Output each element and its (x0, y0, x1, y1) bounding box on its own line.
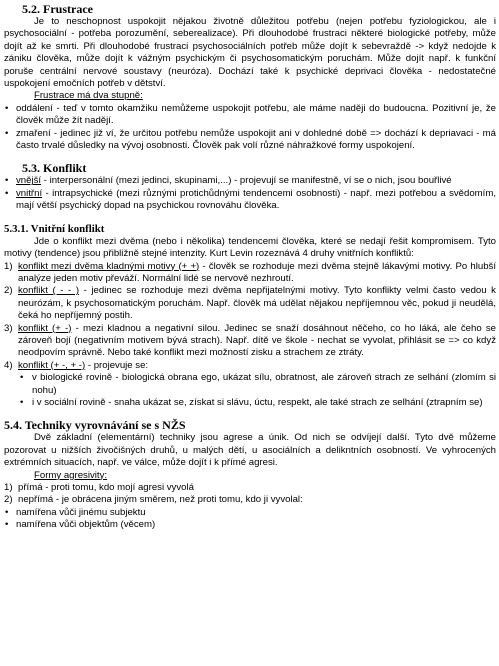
list-item (4, 360, 496, 372)
term: konflikt (+ -, + -) (18, 359, 86, 371)
list-item (4, 494, 496, 506)
section-frustrace (4, 2, 496, 152)
list-item (4, 188, 496, 213)
term: konflikt ( - - ) (18, 285, 80, 297)
list-item: • i v sociální rovině - snaha ukázat se, získat si slávu, úctu, respekt, ale také strach ze selhání (ztrapním se) (4, 397, 496, 409)
term: konflikt (+ -) (18, 322, 72, 334)
list-item: • namířena vůči objektům (věcem) (4, 519, 496, 531)
bullet-list (4, 103, 496, 153)
list-item (4, 323, 496, 360)
term: konflikt mezi dvěma kladnými motivy (+ +) (18, 260, 200, 272)
bullet-list (4, 507, 496, 532)
subheading (4, 470, 496, 482)
item-number: 2) (4, 285, 13, 297)
term-text: - intrapsychické (mezi různými protichůdnými tendencemi osobnosti) - např. mezi potřebou a svědomím, mají větší psychický dopad na psychickou rovnováhu člověka. (16, 187, 496, 212)
list-item (4, 285, 496, 322)
list-item: • v biologické rovině - biologická obrana ego, ukázat sílu, obratnost, ale zároveň strach ze selhání (zlomím si nohu) (4, 372, 496, 397)
term: vnitřní (16, 187, 43, 199)
section-konflikt (4, 161, 496, 212)
list-item (4, 482, 496, 494)
bullet-list (4, 175, 496, 212)
section-techniky (4, 418, 496, 531)
subheading (4, 90, 496, 102)
sub-bullet-list (4, 372, 496, 409)
section-title: 5.3. Konflikt (22, 161, 87, 176)
term-text: - interpersonální (mezi jedinci, skupinami,...) - projevují se manifestně, ví se o nich, jsou bouřlivé (41, 175, 452, 187)
section-title: 5.2. Frustrace (22, 2, 93, 16)
term: vnější (16, 175, 42, 187)
item-number: 1) (4, 482, 13, 493)
item-number: 1) (4, 260, 13, 272)
stages-heading: Frustrace má dva stupně: (34, 90, 143, 102)
list-item: • oddálení - teď v tomto okamžiku nemůžeme uspokojit potřebu, ale máme naději do budoucna. Pozitivní je, že člověk může žít nadějí. (4, 103, 496, 128)
forms-heading: Formy agresivity: (34, 469, 108, 481)
list-item (4, 175, 496, 187)
numbered-list (4, 261, 496, 373)
item-number: 2) (4, 494, 13, 506)
paragraph: Je to neschopnost uspokojit nějakou životně důležitou potřebu (nejen potřebu fyziologickou, ale i psychosociální - potřeba porozumění, seberealizace). Při dlouhodobé frustraci některé biologické potřeby, může dojít až ke smrti. Při dlouhodobé frustraci psychosociálních potřeb může dojít k sebevraždě -> když nedojde k zániku člověka, může dojít k vážným psychickým či psychosomatickým poruchám. Může dojít např. k funkční poruše centrální nervové soustavy (neuróza). Dochází také k psychické deprivaci člověka - nedostatečné uspokojení emočních potřeb v dětství. (4, 16, 496, 90)
paragraph: Dvě základní (elementární) techniky jsou agrese a únik. Od nich se odvíjejí další. Tyto dvě můžeme pozorovat u nižších živočišných druhů, u malých dětí, u asociálních a delikntních osobností. Ve vyhrocených extrémních situacích, např. ve válce, může dojít i k přímé agresi. (4, 432, 496, 469)
numbered-list (4, 482, 496, 507)
item-number: 4) (4, 359, 13, 371)
item-text: nepřímá - je obrácena jiným směrem, než proti tomu, kdo ji vyvolal: (18, 494, 303, 506)
section-title: 5.3.1. Vnitřní konflikt (4, 222, 105, 235)
term-text: - jedinec se rozhoduje mezi dvěma nepřijatelnými motivy. Tyto konflikty velmi často vedou k neurózám, k psychosomatickým poruchám. Např. člověk má udělat nějakou nepříjemnou věc, pokud ji neudělá, čeká ho nepříjemný postih. (18, 285, 496, 322)
item-text: přímá - proti tomu, kdo mojí agresi vyvolá (18, 482, 194, 493)
section-vnitrni-konflikt (4, 222, 496, 410)
list-item: • zmaření - jedinec již ví, že určitou potřebu nemůže uspokojit ani v dohledné době => dochází k depriavaci - má často trvalé důsledky na vývoj osobnosti. Člověk pak volí různé náhražkové formy uspokojení. (4, 128, 496, 153)
term-text: - člověk se rozhoduje mezi dvěma stejně lákavými motivy. Po hlubší analýze jeden motiv převáží. Normální lidé se nervově nezhroutí. (18, 260, 497, 284)
term-text: - projevuje se: (85, 359, 149, 371)
list-item: • namířena vůči jinému subjektu (4, 507, 496, 519)
list-item (4, 261, 496, 286)
term-text: - mezi kladnou a negativní silou. Jedinec se snaží dosáhnout něčeho, co ho láká, ale čeho se zároveň bojí (negativním motivem bývá strach). Např. dítě ve škole - nechat se vyvolat, přihlásit se => co když neodpovím správně. Nebo také konflikt mezi možností zisku a strachem ze ztráty. (18, 322, 496, 359)
paragraph: Jde o konflikt mezi dvěma (nebo i několika) tendencemi člověka, které se nedají řešit kompromisem. Tyto motivy (tendence) jsou přibližně stejné intenzity. Kurt Levin rozeznává 4 druhy vnitřních konfliktů: (4, 235, 496, 260)
item-number: 3) (4, 322, 13, 334)
section-title: 5.4. Techniky vyrovnávání se s NŽS (4, 418, 186, 433)
